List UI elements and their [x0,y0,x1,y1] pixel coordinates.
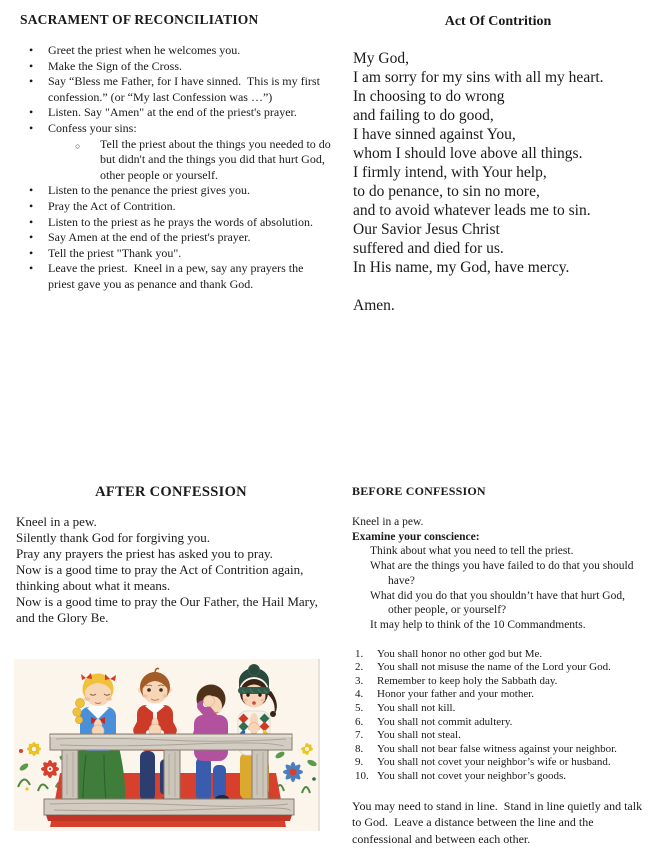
commandment-item: Remember to keep holy the Sabbath day. [377,674,558,687]
section-before-confession [352,482,648,848]
confession-step-text: Tell the priest "Thank you". [48,245,182,260]
confession-step-text: Leave the priest. Kneel in a pew, say any prayers the priest gave you as penance and thank God. [48,261,307,291]
prayer-line: and to avoid whatever leads me to sin. [353,202,591,219]
prayer-line: whom I should love above all things. [353,145,583,162]
after-confession-line: Kneel in a pew. [16,514,97,529]
act-of-contrition-title: Act Of Contrition [444,14,552,29]
prayer-line: Our Savior Jesus Christ [353,221,500,238]
after-confession-text [14,514,322,626]
confession-step-item [20,121,332,137]
confession-step-text: Say “Bless me Father, for I have sinned. This is my first confession.” (or “My last Confession was …”) [48,74,323,104]
commandment-item: You shall honor no other god but Me. [377,647,543,660]
confession-step-item [20,74,332,105]
before-confession-title: BEFORE CONFESSION [352,484,486,498]
confession-step-item [20,230,332,246]
examine-conscience-heading: Examine your conscience: [352,530,480,543]
confession-step-text: Confess your sins: [48,120,137,135]
confession-step-item [20,105,332,121]
section-after-confession [14,482,328,831]
examine-point: Think about what you need to tell the priest. [370,545,574,558]
confession-step-item [20,261,332,292]
examine-points-list [352,544,648,632]
act-of-contrition-prayer [348,49,648,277]
confession-step-item [20,199,332,215]
prayer-line: I am sorry for my sins with all my heart. [353,69,604,86]
examine-point: It may help to think of the 10 Commandments. [370,618,586,631]
prayer-line: I have sinned against You, [353,126,516,143]
examine-point: What did you do that you shouldn’t have that hurt God, other people, or yourself? [370,589,628,617]
ten-commandments-list [352,648,648,784]
after-confession-line: Now is a good time to pray the Act of Contrition again, thinking about what it means. [16,562,307,593]
before-kneel-line: Kneel in a pew. [352,516,424,528]
blue-daisy [283,762,303,782]
after-confession-line: Silently thank God for forgiving you. [16,530,211,545]
commandment-item: You shall not steal. [377,729,461,742]
commandment-item: You shall not misuse the name of the Lord your God. [377,661,611,674]
commandment-item: Honor your father and your mother. [377,688,535,701]
children-praying-svg [14,659,320,831]
commandment-item: You shall not commit adultery. [377,715,513,728]
confession-step-text: Greet the priest when he welcomes you. [48,43,241,57]
prayer-line: suffered and died for us. [353,240,504,257]
after-confession-title: AFTER CONFESSION [95,484,247,500]
section-sacrament-of-reconciliation [20,12,332,293]
after-confession-line: Now is a good time to pray the Our Father, the Hail Mary, and the Glory Be. [16,594,322,625]
prayer-line: and failing to do good, [353,107,494,124]
commandment-item: You shall not covet your neighbor’s goods. [377,769,567,782]
stand-in-line-paragraph: You may need to stand in line. Stand in line quietly and talk to God. Leave a distance between the line and the confessional and between each other. [352,798,646,847]
confession-step-text: Listen to the priest as he prays the words of absolution. [48,214,313,229]
prayer-line: My God, [353,50,409,67]
red-daisy [41,760,59,778]
confession-step-item [20,59,332,75]
confession-step-text: Say Amen at the end of the priest's prayer. [48,230,251,245]
prayer-line: to do penance, to sin no more, [353,183,540,200]
commandment-item: You shall not covet your neighbor’s wife or husband. [377,756,611,769]
confession-step-text: Pray the Act of Contrition. [48,198,176,213]
prayer-amen: Amen. [353,297,395,314]
confession-step-item [20,215,332,231]
confession-step-text: Make the Sign of the Cross. [48,58,182,73]
confession-step-item [20,246,332,262]
commandment-item: You shall not bear false witness against your neighbor. [377,742,617,755]
prayer-line: In choosing to do wrong [353,88,505,105]
confession-step-item [20,183,332,199]
sacrament-title: SACRAMENT OF RECONCILIATION [20,12,259,27]
prayer-line: I firmly intend, with Your help, [353,164,547,181]
before-confession-body [352,515,648,633]
prayer-line: In His name, my God, have mercy. [353,259,570,276]
commandment-item: You shall not kill. [377,702,456,714]
confession-step-item [20,43,332,59]
confession-steps-list [20,43,332,293]
after-confession-line: Pray any prayers the priest has asked you to pray. [16,546,273,561]
yellow-daisy [27,742,41,756]
confession-step-text: Listen to the penance the priest gives you. [48,183,250,198]
confession-step-text: Tell the priest about the things you needed to do but didn't and the things you did that hurt God, other people or yourself. [100,136,334,182]
section-act-of-contrition [348,12,648,315]
confession-step-item [20,137,332,184]
children-praying-illustration [14,659,320,831]
examine-point: What are the things you have failed to do that you should have? [370,560,637,587]
confession-step-text: Listen. Say "Amen" at the end of the priest's prayer. [48,105,297,120]
